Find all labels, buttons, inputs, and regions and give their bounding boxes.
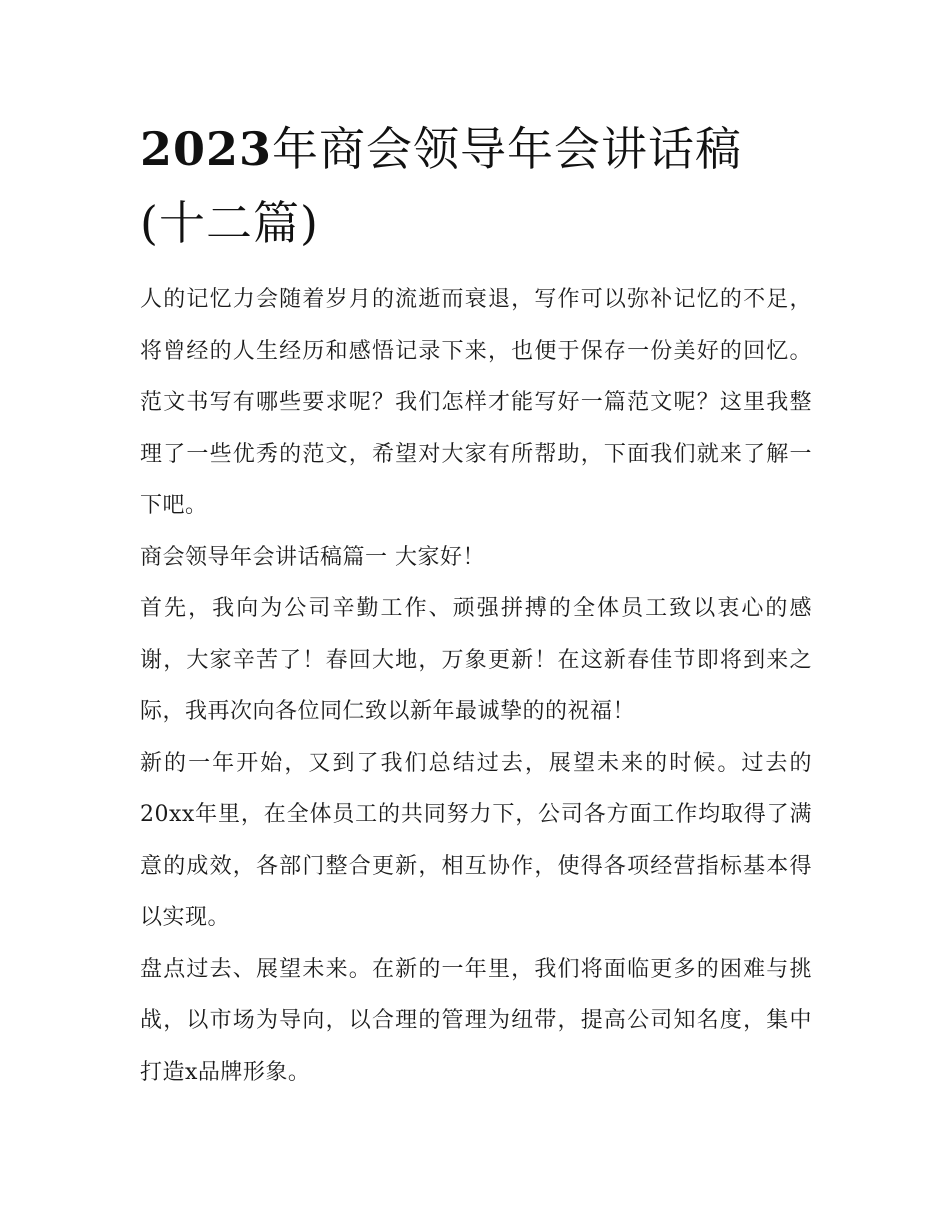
title-year: 2023 bbox=[140, 122, 273, 176]
section-heading: 商会领导年会讲话稿篇一 大家好！ bbox=[140, 544, 485, 570]
intro-paragraph: 人的记忆力会随着岁月的流逝而衰退，写作可以弥补记忆的不足，将曾经的人生经历和感悟记录下来，也便于保存一份美好的回忆。范文书写有哪些要求呢？我们怎样才能写好一篇范文呢？这里我整理了一些优秀的范文，希望对大家有所帮助，下面我们就来了解一下吧。 bbox=[140, 287, 812, 518]
title-text: 年商会领导年会讲话稿 bbox=[272, 122, 743, 176]
document-body bbox=[140, 274, 812, 1098]
title-subtitle: (十二篇) bbox=[140, 196, 319, 250]
body-paragraph: 盘点过去、展望未来。在新的一年里，我们将面临更多的困难与挑战，以市场为导向，以合理的管理为纽带，提高公司知名度，集中打造x品牌形象。 bbox=[140, 956, 812, 1085]
document-content bbox=[140, 112, 812, 1098]
document-title bbox=[140, 112, 812, 260]
body-paragraph: 首先，我向为公司辛勤工作、顽强拼搏的全体员工致以衷心的感谢，大家辛苦了！春回大地，万象更新！在这新春佳节即将到来之际，我再次向各位同仁致以新年最诚挚的的祝福！ bbox=[140, 596, 812, 724]
body-paragraph: 新的一年开始，又到了我们总结过去，展望未来的时候。过去的20xx年里，在全体员工的共同努力下，公司各方面工作均取得了满意的成效，各部门整合更新，相互协作，使得各项经营指标基本得以实现。 bbox=[140, 750, 812, 930]
